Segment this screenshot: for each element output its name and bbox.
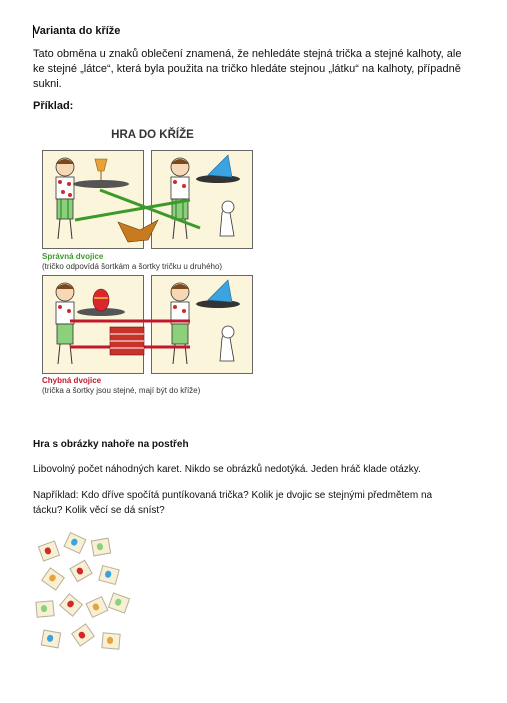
card xyxy=(101,632,120,650)
card xyxy=(41,567,65,590)
wrong-pair-arrows xyxy=(40,275,265,375)
correct-pair-arrows xyxy=(40,150,265,250)
card xyxy=(38,540,60,561)
heading: Varianta do kříže xyxy=(33,25,121,37)
card xyxy=(59,593,83,617)
wrong-pair-title: Chybná dvojice xyxy=(42,376,102,385)
example-label: Příklad: xyxy=(33,100,74,112)
card xyxy=(63,532,86,554)
section2-paragraph-1: Libovolný počet náhodných karet. Nikdo se obrázků nedotýká. Jeden hráč klade otázky. xyxy=(33,464,421,475)
card xyxy=(69,560,93,583)
card xyxy=(71,623,95,646)
card xyxy=(41,630,62,649)
paragraph: Tato obměna u znaků oblečení znamená, že nehledáte stejná trička a stejné kalhoty, ale ke stejné „látce“, která byla použita na tričko hledáte stejnou „látku“ na kalhoty, případně sukni. xyxy=(33,48,462,90)
wrong-pair-note: (trička a šortky jsou stejné, mají být do kříže) xyxy=(42,386,201,395)
scattered-cards-illustration xyxy=(30,527,130,667)
section2-title: Hra s obrázky nahoře na postřeh xyxy=(33,439,189,450)
section2-paragraph-2: Například: Kdo dříve spočítá puntíkovaná trička? Kolik je dvojic se stejnými předmětem na tácku? Kolik věcí se dá sníst? xyxy=(33,490,433,516)
card xyxy=(35,600,54,618)
figure-title: HRA DO KŘÍŽE xyxy=(111,129,194,141)
card xyxy=(85,596,108,618)
card xyxy=(91,538,112,557)
cross-game-illustration xyxy=(40,124,265,404)
correct-pair-note: (tričko odpovídá šortkám a šortky tričku u druhého) xyxy=(42,262,223,271)
card xyxy=(108,592,130,613)
card xyxy=(98,565,120,585)
correct-pair-title: Správná dvojice xyxy=(42,252,104,261)
